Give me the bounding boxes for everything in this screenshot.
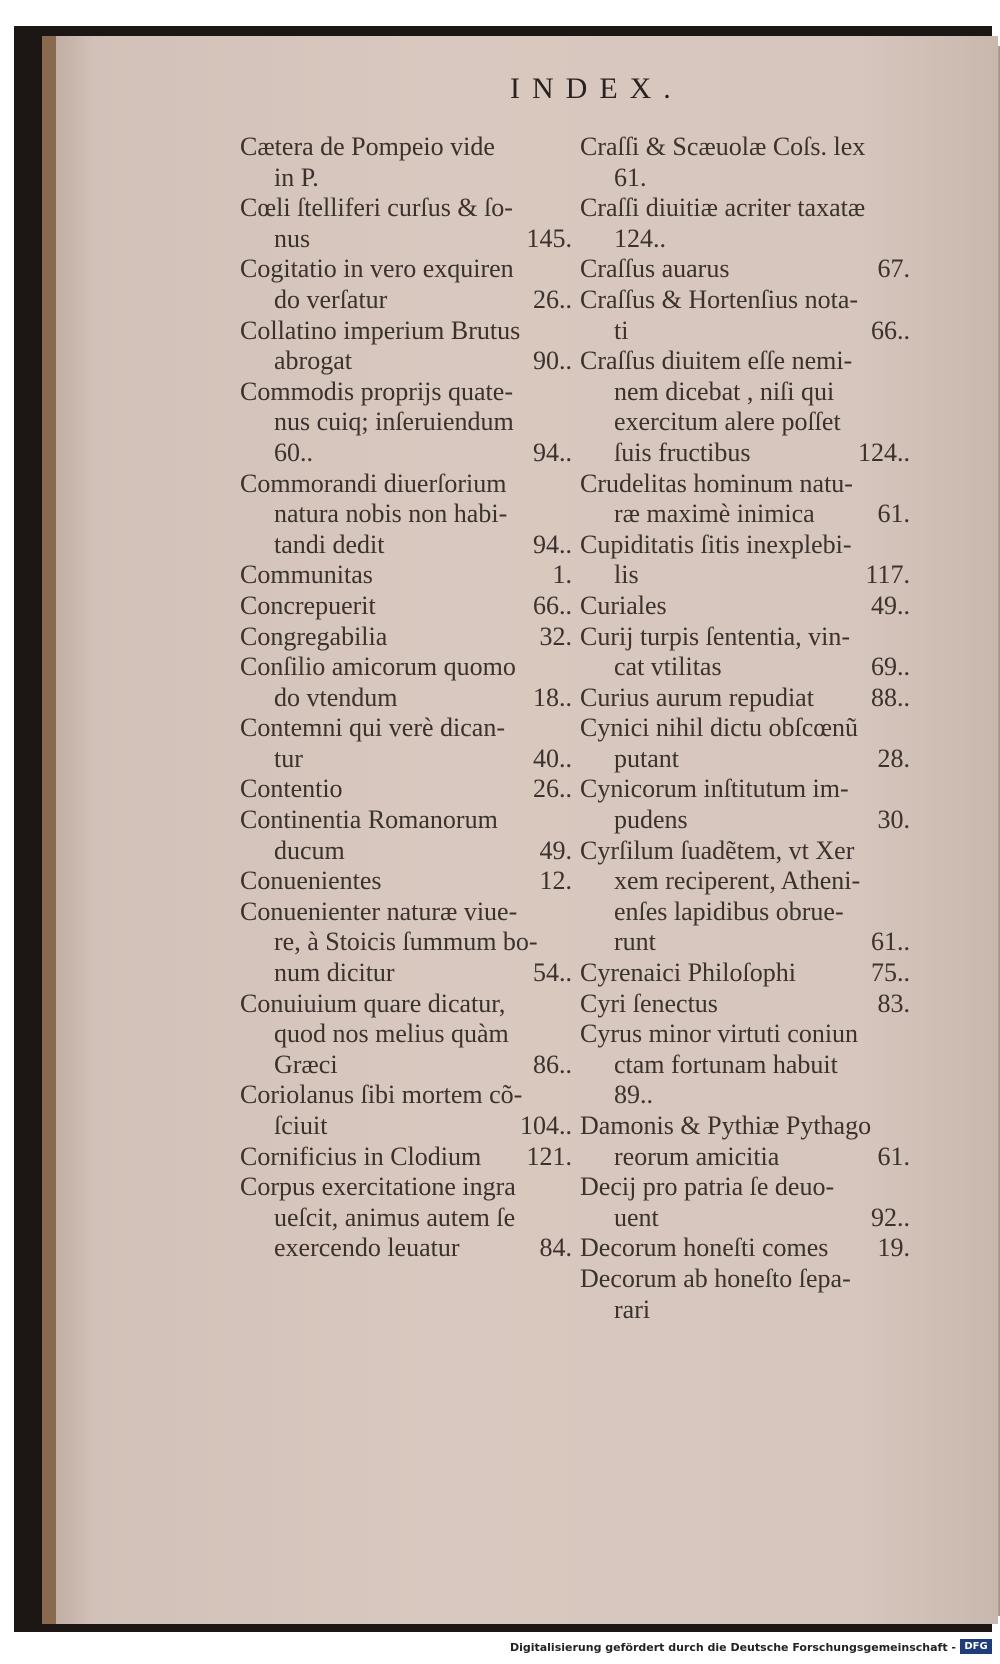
index-entry bbox=[240, 132, 572, 193]
entry-line bbox=[240, 254, 572, 285]
index-entry bbox=[240, 591, 572, 622]
entry-line bbox=[580, 927, 910, 958]
entry-line bbox=[240, 1111, 572, 1142]
entry-line bbox=[240, 132, 572, 163]
entry-text: ueſcit, animus autem ſe bbox=[274, 1202, 516, 1232]
entry-text: Craſſus diuitem eſſe nemi- bbox=[580, 346, 853, 376]
entry-text: exercitum alere poſſet bbox=[614, 407, 841, 437]
index-entry bbox=[580, 1264, 910, 1325]
entry-line bbox=[580, 1295, 910, 1326]
page-reference: 54.. bbox=[533, 958, 572, 988]
page-reference: 117. bbox=[865, 560, 910, 590]
entry-text: Cyrenaici Philoſophi bbox=[580, 958, 796, 988]
entry-line bbox=[240, 897, 572, 928]
entry-text: exercendo leuatur bbox=[274, 1233, 460, 1263]
entry-line bbox=[580, 469, 910, 500]
entry-line bbox=[240, 193, 572, 224]
page-reference: 75.. bbox=[871, 958, 910, 988]
page-reference: 69.. bbox=[871, 652, 910, 682]
entry-line bbox=[580, 132, 910, 163]
entry-line bbox=[240, 163, 572, 194]
entry-line bbox=[240, 744, 572, 775]
index-entry bbox=[580, 622, 910, 683]
entry-line bbox=[240, 285, 572, 316]
page-reference: 84. bbox=[539, 1233, 572, 1263]
index-entry bbox=[240, 560, 572, 591]
entry-text: 60.. bbox=[274, 437, 313, 467]
entry-text: pudens bbox=[614, 805, 688, 835]
index-entry bbox=[580, 1233, 910, 1264]
page-reference: 121. bbox=[526, 1141, 572, 1171]
entry-line bbox=[240, 989, 572, 1020]
entry-line bbox=[580, 316, 910, 347]
index-entry bbox=[580, 989, 910, 1020]
index-entry bbox=[240, 1172, 572, 1264]
entry-text: 89.. bbox=[614, 1080, 653, 1110]
entry-text: Continentia Romanorum bbox=[240, 805, 498, 835]
entry-line bbox=[240, 713, 572, 744]
entry-text: cat vtilitas bbox=[614, 652, 722, 682]
entry-line bbox=[580, 1019, 910, 1050]
entry-line bbox=[240, 805, 572, 836]
page-reference: 145. bbox=[526, 223, 572, 253]
entry-text: Crudelitas hominum natu- bbox=[580, 468, 853, 498]
entry-text: Damonis & Pythiæ Pythago bbox=[580, 1111, 872, 1140]
entry-line bbox=[240, 1142, 572, 1173]
index-entry bbox=[240, 652, 572, 713]
entry-text: Contentio bbox=[240, 774, 343, 804]
index-entry bbox=[580, 254, 910, 285]
index-entry bbox=[580, 193, 910, 254]
entry-line bbox=[240, 836, 572, 867]
entry-line bbox=[240, 774, 572, 805]
dfg-logo: DFG bbox=[960, 1639, 992, 1654]
entry-text: do vtendum bbox=[274, 682, 398, 712]
entry-line bbox=[240, 469, 572, 500]
index-entry bbox=[580, 591, 910, 622]
page-reference: 40.. bbox=[533, 743, 572, 773]
entry-line bbox=[580, 713, 910, 744]
entry-line bbox=[580, 1142, 910, 1173]
index-column-right bbox=[580, 132, 910, 1325]
entry-line bbox=[580, 530, 910, 561]
page-reference: 90.. bbox=[533, 346, 572, 376]
entry-line bbox=[580, 1203, 910, 1234]
index-entry bbox=[580, 683, 910, 714]
index-entry bbox=[240, 1142, 572, 1173]
index-entry bbox=[240, 774, 572, 805]
entry-text: num dicitur bbox=[274, 958, 395, 988]
entry-line bbox=[580, 683, 910, 714]
index-entry bbox=[240, 1080, 572, 1141]
entry-text: Craſſus auarus bbox=[580, 254, 730, 284]
entry-text: Collatino imperium Brutus bbox=[240, 315, 521, 345]
footer-text: Digitalisierung gefördert durch die Deutsche Forschungsgemeinschaft - bbox=[509, 1641, 956, 1654]
entry-text: natura nobis non habi- bbox=[274, 499, 508, 529]
page-reference: 1. bbox=[552, 560, 572, 590]
entry-line bbox=[240, 530, 572, 561]
entry-line bbox=[580, 1233, 910, 1264]
entry-text: Craſſi & Scæuolæ Coſs. lex bbox=[580, 132, 866, 161]
entry-line bbox=[580, 958, 910, 989]
index-entry bbox=[580, 1111, 910, 1172]
index-entry bbox=[580, 774, 910, 835]
entry-text: Decorum honeſti comes bbox=[580, 1233, 829, 1263]
entry-text: quod nos melius quàm bbox=[274, 1019, 509, 1049]
page-reference: 92.. bbox=[871, 1202, 910, 1232]
digitization-footer bbox=[0, 1632, 1000, 1664]
entry-line bbox=[240, 407, 572, 438]
index-entry bbox=[580, 713, 910, 774]
entry-text: Cyrus minor virtuti coniun bbox=[580, 1019, 859, 1049]
entry-line bbox=[240, 683, 572, 714]
entry-line bbox=[580, 163, 910, 194]
entry-text: Cogitatio in vero exquiren bbox=[240, 254, 514, 284]
entry-text: Decorum ab honeſto ſepa- bbox=[580, 1263, 851, 1293]
entry-text: uent bbox=[614, 1202, 659, 1232]
index-entry bbox=[580, 132, 910, 193]
entry-line bbox=[580, 622, 910, 653]
entry-line bbox=[240, 1080, 572, 1111]
entry-line bbox=[580, 897, 910, 928]
entry-text: Conuenienter naturæ viue- bbox=[240, 896, 518, 926]
entry-line bbox=[580, 377, 910, 408]
entry-line bbox=[580, 407, 910, 438]
entry-line bbox=[580, 1080, 910, 1111]
page-reference: 28. bbox=[877, 743, 910, 773]
page-reference: 88.. bbox=[871, 682, 910, 712]
index-entry bbox=[240, 713, 572, 774]
entry-text: Curiales bbox=[580, 590, 667, 620]
index-entry bbox=[240, 316, 572, 377]
entry-text: Conuenientes bbox=[240, 866, 382, 896]
entry-line bbox=[580, 989, 910, 1020]
entry-line bbox=[240, 652, 572, 683]
page-reference: 18.. bbox=[533, 682, 572, 712]
entry-text: ræ maximè inimica bbox=[614, 499, 815, 529]
entry-text: putant bbox=[614, 743, 679, 773]
index-entry bbox=[240, 897, 572, 989]
index-entry bbox=[580, 346, 910, 468]
entry-text: Cœli ſtelliferi curſus & ſo- bbox=[240, 193, 513, 223]
index-entry bbox=[240, 377, 572, 469]
entry-line bbox=[580, 560, 910, 591]
entry-text: 61. bbox=[614, 162, 647, 192]
entry-text: lis bbox=[614, 560, 639, 590]
entry-line bbox=[240, 1233, 572, 1264]
entry-text: ſciuit bbox=[274, 1111, 328, 1140]
entry-text: Cætera de Pompeio vide bbox=[240, 132, 495, 161]
page-reference: 66.. bbox=[533, 590, 572, 620]
index-entry bbox=[240, 989, 572, 1081]
page-reference: 49.. bbox=[871, 590, 910, 620]
entry-line bbox=[580, 254, 910, 285]
entry-line bbox=[240, 316, 572, 347]
entry-text: re, à Stoicis ſummum bo- bbox=[274, 927, 538, 957]
entry-line bbox=[580, 652, 910, 683]
entry-text: Conſilio amicorum quomo bbox=[240, 652, 516, 682]
index-entry bbox=[240, 193, 572, 254]
entry-text: ti bbox=[614, 315, 629, 345]
page-reference: 83. bbox=[877, 988, 910, 1018]
entry-text: Concrepuerit bbox=[240, 590, 376, 620]
entry-line bbox=[580, 805, 910, 836]
entry-text: tur bbox=[274, 743, 303, 773]
index-entry bbox=[240, 622, 572, 653]
entry-text: in P. bbox=[274, 162, 319, 192]
page-reference: 19. bbox=[877, 1233, 910, 1263]
entry-line bbox=[580, 591, 910, 622]
entry-text: Decij pro patria ſe deuo- bbox=[580, 1172, 835, 1202]
index-column-left bbox=[240, 132, 572, 1264]
page-reference: 86.. bbox=[533, 1049, 572, 1079]
entry-line bbox=[580, 774, 910, 805]
entry-line bbox=[580, 1172, 910, 1203]
entry-text: nem dicebat , niſi qui bbox=[614, 376, 835, 406]
entry-line bbox=[240, 927, 572, 958]
page-reference: 94.. bbox=[533, 437, 572, 467]
page-reference: 49. bbox=[539, 835, 572, 865]
page-reference: 61. bbox=[877, 499, 910, 529]
entry-line bbox=[240, 438, 572, 469]
entry-text: Communitas bbox=[240, 560, 373, 590]
entry-line bbox=[240, 1203, 572, 1234]
entry-line bbox=[240, 866, 572, 897]
entry-line bbox=[580, 285, 910, 316]
entry-line bbox=[580, 499, 910, 530]
entry-text: abrogat bbox=[274, 346, 352, 376]
entry-text: ctam fortunam habuit bbox=[614, 1049, 838, 1079]
entry-line bbox=[240, 1019, 572, 1050]
entry-text: Cynicorum inſtitutum im- bbox=[580, 774, 849, 804]
index-entry bbox=[580, 469, 910, 530]
entry-line bbox=[240, 224, 572, 255]
entry-text: tandi dedit bbox=[274, 529, 385, 559]
index-entry bbox=[240, 469, 572, 561]
page-reference: 26.. bbox=[533, 284, 572, 314]
entry-text: Cyrſilum ſuadẽtem, vt Xer bbox=[580, 835, 855, 865]
index-entry bbox=[580, 958, 910, 989]
entry-line bbox=[240, 1050, 572, 1081]
entry-text: Curij turpis ſententia, vin- bbox=[580, 621, 851, 651]
entry-text: Cornificius in Clodium bbox=[240, 1141, 482, 1171]
entry-line bbox=[240, 346, 572, 377]
entry-text: Coriolanus ſibi mortem cõ- bbox=[240, 1080, 523, 1110]
page-reference: 104.. bbox=[520, 1111, 572, 1140]
entry-text: Commorandi diuerſorium bbox=[240, 468, 507, 498]
entry-line bbox=[240, 560, 572, 591]
entry-text: xem reciperent, Atheni- bbox=[614, 866, 861, 896]
entry-line bbox=[580, 438, 910, 469]
index-entry bbox=[580, 1172, 910, 1233]
entry-text: nus bbox=[274, 223, 311, 253]
entry-line bbox=[240, 1172, 572, 1203]
entry-line bbox=[580, 866, 910, 897]
entry-text: nus cuiq; inſeruiendum bbox=[274, 407, 514, 437]
entry-text: Commodis proprijs quate- bbox=[240, 376, 513, 406]
entry-line bbox=[580, 193, 910, 224]
entry-text: 124.. bbox=[614, 223, 666, 253]
page-reference: 30. bbox=[877, 805, 910, 835]
index-entry bbox=[240, 254, 572, 315]
index-entry bbox=[240, 805, 572, 866]
entry-text: ducum bbox=[274, 835, 345, 865]
entry-line bbox=[240, 499, 572, 530]
page-reference: 61.. bbox=[871, 927, 910, 957]
page-reference: 124.. bbox=[858, 437, 910, 467]
entry-line bbox=[240, 377, 572, 408]
entry-text: Corpus exercitatione ingra bbox=[240, 1172, 516, 1202]
entry-line bbox=[240, 622, 572, 653]
running-head: INDEX. bbox=[510, 72, 683, 105]
entry-line bbox=[580, 1050, 910, 1081]
page-reference: 66.. bbox=[871, 315, 910, 345]
entry-line bbox=[580, 836, 910, 867]
index-entry bbox=[580, 530, 910, 591]
entry-text: Conuiuium quare dicatur, bbox=[240, 988, 506, 1018]
entry-text: Cupiditatis ſitis inexplebi- bbox=[580, 529, 852, 559]
entry-line bbox=[580, 224, 910, 255]
entry-text: Cynici nihil dictu obſcœnũ bbox=[580, 713, 859, 743]
page-reference: 94.. bbox=[533, 529, 572, 559]
entry-text: Contemni qui verè dican- bbox=[240, 713, 505, 743]
entry-text: reorum amicitia bbox=[614, 1141, 780, 1171]
index-entry bbox=[580, 1019, 910, 1111]
page-reference: 26.. bbox=[533, 774, 572, 804]
page-reference: 32. bbox=[539, 621, 572, 651]
index-entry bbox=[580, 285, 910, 346]
entry-text: do verſatur bbox=[274, 284, 388, 314]
entry-text: Græci bbox=[274, 1049, 338, 1079]
entry-text: Curius aurum repudiat bbox=[580, 682, 814, 712]
entry-text: runt bbox=[614, 927, 656, 957]
entry-text: Congregabilia bbox=[240, 621, 388, 651]
entry-line bbox=[580, 744, 910, 775]
page-reference: 12. bbox=[539, 866, 572, 896]
entry-line bbox=[240, 958, 572, 989]
entry-line bbox=[580, 1111, 910, 1142]
entry-text: Cyri ſenectus bbox=[580, 988, 718, 1018]
entry-text: Craſſi diuitiæ acriter taxatæ bbox=[580, 193, 866, 223]
entry-text: enſes lapidibus obrue- bbox=[614, 896, 844, 926]
entry-text: ſuis fructibus bbox=[614, 437, 751, 467]
entry-line bbox=[240, 591, 572, 622]
entry-text: rari bbox=[614, 1294, 651, 1324]
page-reference: 67. bbox=[877, 254, 910, 284]
index-entry bbox=[240, 866, 572, 897]
entry-line bbox=[580, 1264, 910, 1295]
index-entry bbox=[580, 836, 910, 958]
entry-line bbox=[580, 346, 910, 377]
entry-text: Craſſus & Hortenſius nota- bbox=[580, 284, 859, 314]
page-reference: 61. bbox=[877, 1141, 910, 1171]
